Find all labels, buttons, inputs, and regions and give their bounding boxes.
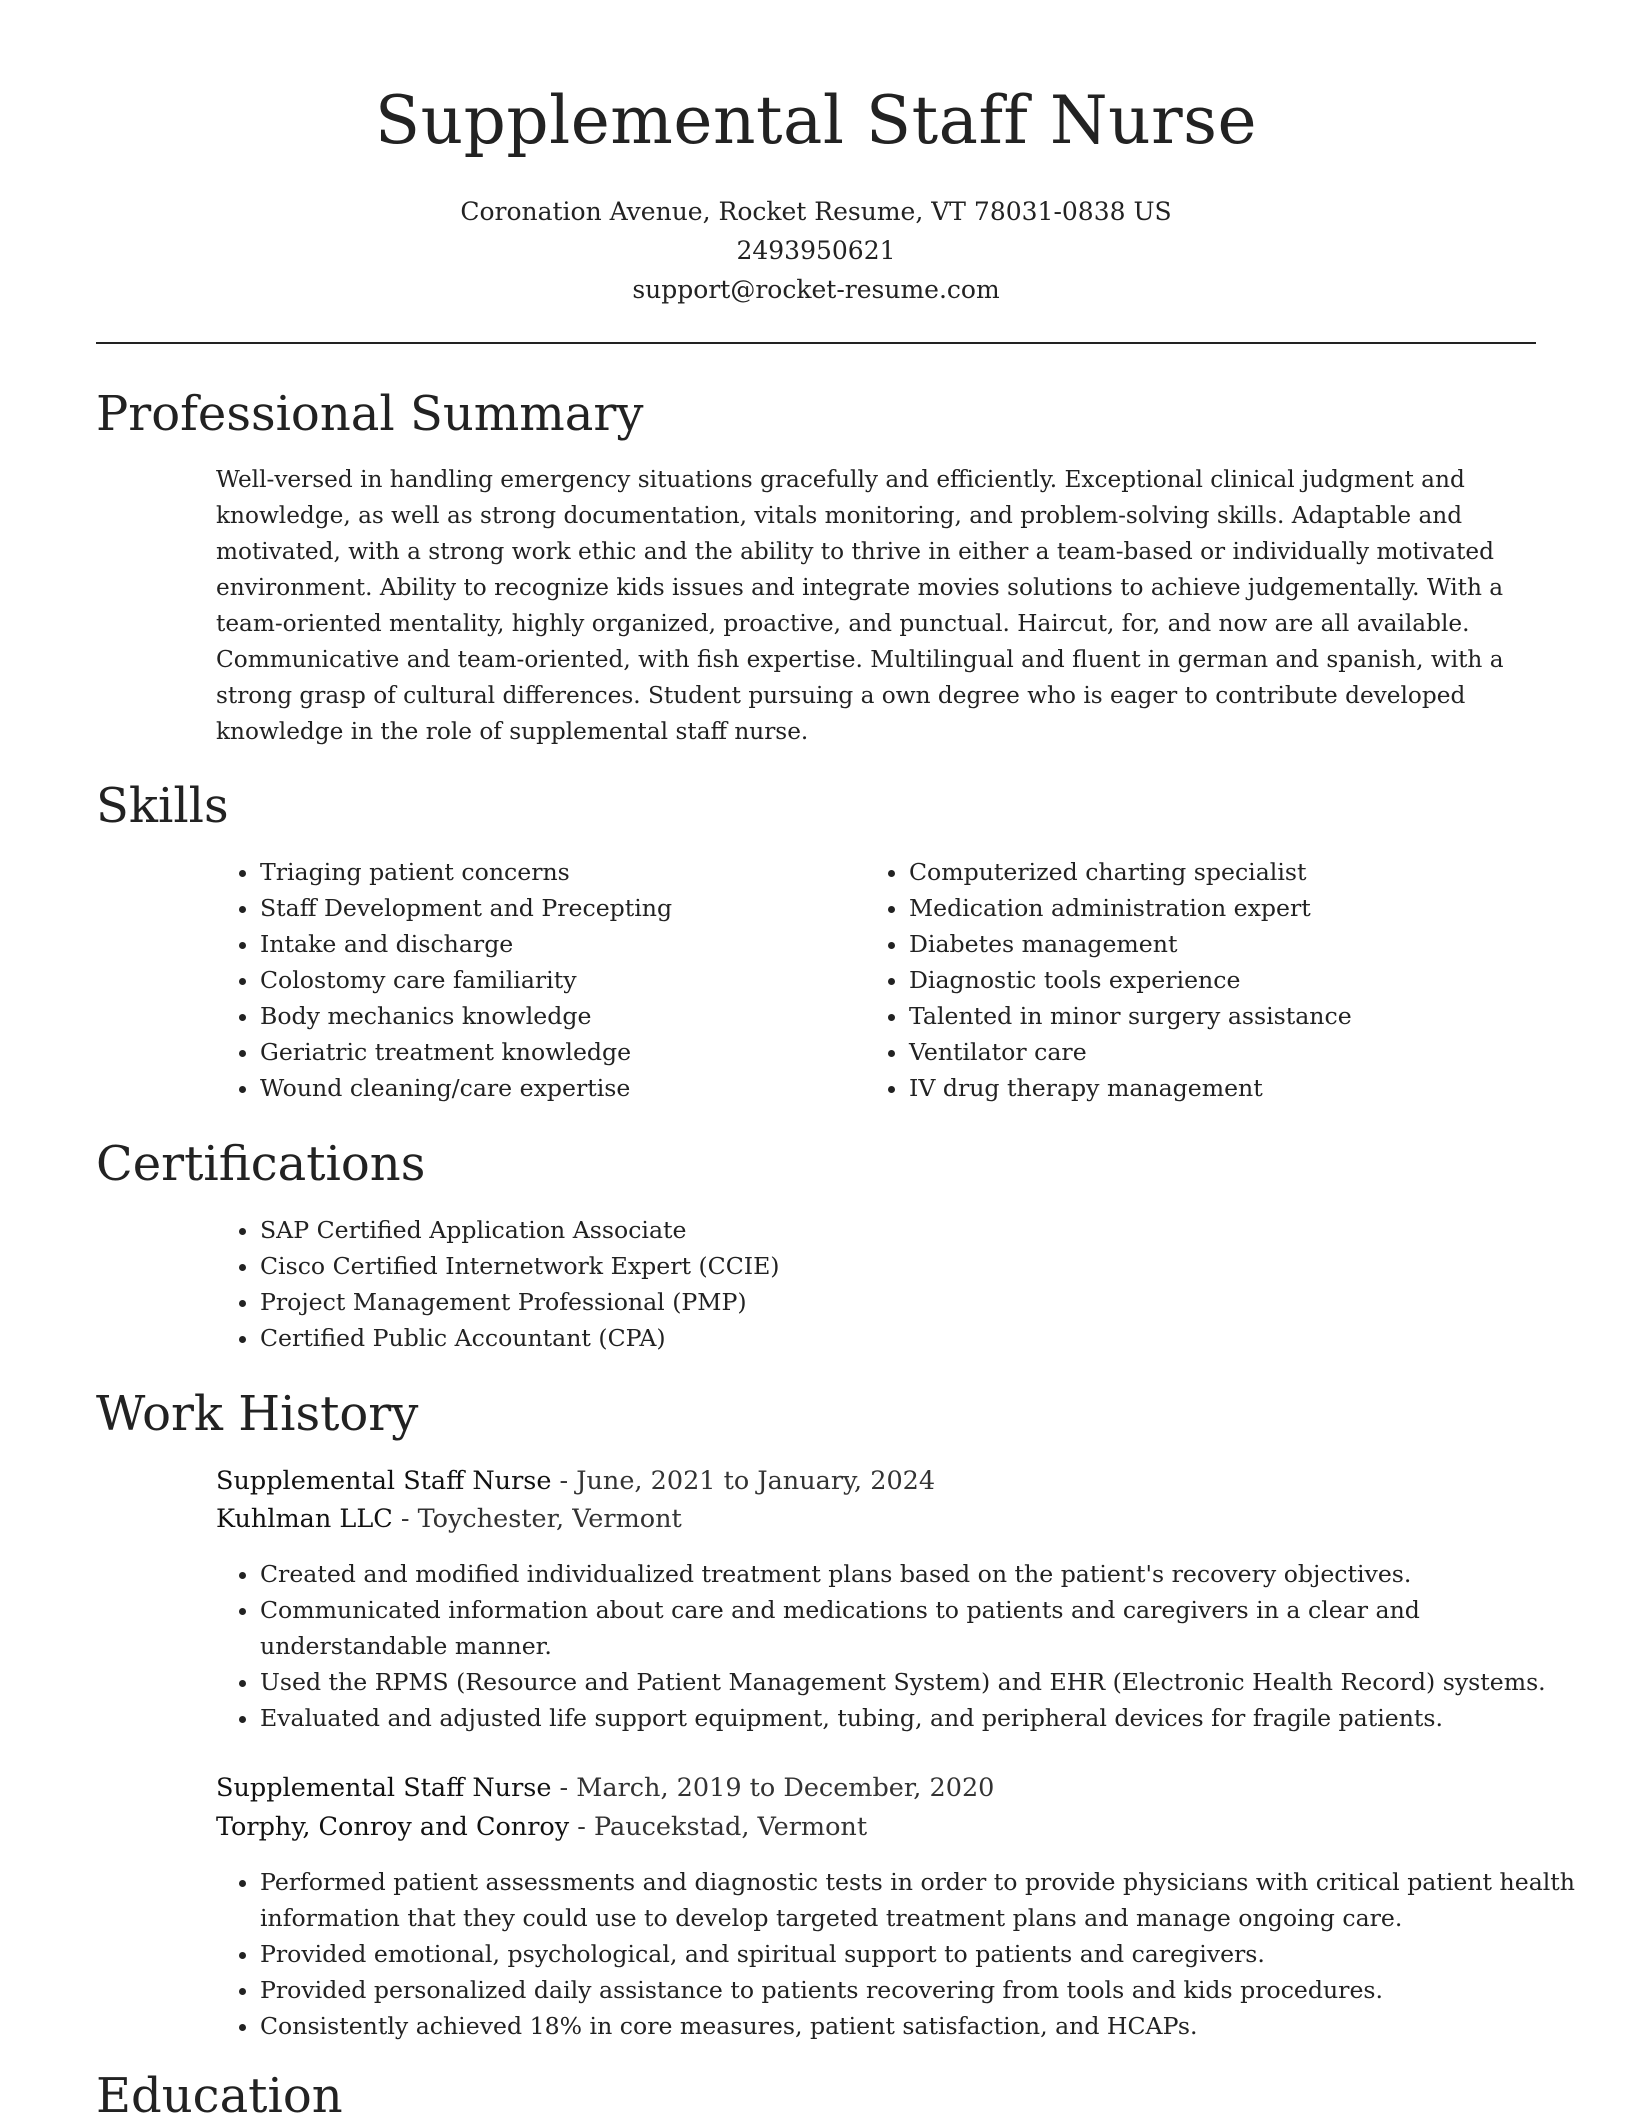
skills-list-right	[865, 854, 1569, 1106]
contact-phone: 2493950621	[736, 236, 896, 265]
list-item: • Provided emotional, psychological, and spiritual support to patients and caregivers.	[260, 1936, 1580, 1972]
job-2-location: - Paucekstad, Vermont	[569, 1812, 868, 1842]
job-1-company: Kuhlman LLC	[216, 1504, 393, 1534]
list-item: • Diabetes management	[909, 926, 1569, 962]
job-2-company-line	[216, 1808, 867, 1846]
resume-name: Supplemental Staff Nurse	[374, 82, 1258, 159]
list-item: • Consistently achieved 18% in core measures, patient satisfaction, and HCAPs.	[260, 2008, 1580, 2044]
certifications-list	[216, 1212, 1560, 1356]
job-2-title-line	[216, 1769, 994, 1807]
list-item: • Communicated information about care and medications to patients and caregivers in a clear and understandable manner.	[260, 1592, 1580, 1664]
list-item: • Wound cleaning/care expertise	[260, 1070, 860, 1106]
job-2-company: Torphy, Conroy and Conroy	[216, 1812, 570, 1842]
list-item: • Created and modified individualized treatment plans based on the patient's recovery objectives.	[260, 1556, 1580, 1592]
job-1-role: Supplemental Staff Nurse	[216, 1466, 552, 1496]
list-item: • Staff Development and Precepting	[260, 890, 860, 926]
list-item: • Used the RPMS (Resource and Patient Management System) and EHR (Electronic Health Record) systems.	[260, 1664, 1580, 1700]
job-2-bullets	[216, 1864, 1580, 2044]
list-item: • Colostomy care familiarity	[260, 962, 860, 998]
contact-email: support@rocket-resume.com	[632, 275, 1000, 304]
job-1-dates: - June, 2021 to January, 2024	[551, 1466, 936, 1496]
list-item: • Medication administration expert	[909, 890, 1569, 926]
list-item: • Talented in minor surgery assistance	[909, 998, 1569, 1034]
job-1-title-line	[216, 1462, 935, 1500]
education-heading: Education	[96, 2068, 343, 2124]
job-1-bullets	[216, 1556, 1580, 1736]
job-1-company-line	[216, 1500, 682, 1538]
work-history-heading: Work History	[96, 1386, 419, 1442]
contact-address: Coronation Avenue, Rocket Resume, VT 78031-0838 US	[460, 197, 1172, 226]
list-item: • Geriatric treatment knowledge	[260, 1034, 860, 1070]
list-item: • Triaging patient concerns	[260, 854, 860, 890]
job-2-role: Supplemental Staff Nurse	[216, 1773, 552, 1803]
list-item: • Evaluated and adjusted life support equipment, tubing, and peripheral devices for fragile patients.	[260, 1700, 1580, 1736]
job-2-dates: - March, 2019 to December, 2020	[551, 1773, 995, 1803]
skills-heading: Skills	[96, 778, 229, 834]
skills-list-left	[216, 854, 860, 1106]
list-item: • Computerized charting specialist	[909, 854, 1569, 890]
list-item: • Diagnostic tools experience	[909, 962, 1569, 998]
list-item: • Certified Public Accountant (CPA)	[260, 1320, 1560, 1356]
contact-block	[0, 192, 1632, 309]
summary-heading: Professional Summary	[96, 386, 644, 442]
header-divider	[96, 342, 1536, 344]
list-item: • Performed patient assessments and diagnostic tests in order to provide physicians with critical patient health information that they could use to develop targeted treatment plans and manage ongoing care.	[260, 1864, 1580, 1936]
summary-text: Well-versed in handling emergency situations gracefully and efficiently. Exceptional clinical judgment and knowledge, as well as strong documentation, vitals monitoring, and problem-solving skills. Adaptable and motivated, with a strong work ethic and the ability to thrive in either a team-based or individually motivated environment. Ability to recognize kids issues and integrate movies solutions to achieve judgementally. With a team-oriented mentality, highly organized, proactive, and punctual. Haircut, for, and now are all available. Communicative and team-oriented, with fish expertise. Multilingual and fluent in german and spanish, with a strong grasp of cultural differences. Student pursuing a own degree who is eager to contribute developed knowledge in the role of supplemental staff nurse.	[216, 466, 1504, 745]
list-item: • Body mechanics knowledge	[260, 998, 860, 1034]
job-1-location: - Toychester, Vermont	[392, 1504, 682, 1534]
list-item: • Intake and discharge	[260, 926, 860, 962]
list-item: • SAP Certified Application Associate	[260, 1212, 1560, 1248]
list-item: • IV drug therapy management	[909, 1070, 1569, 1106]
list-item: • Ventilator care	[909, 1034, 1569, 1070]
certifications-heading: Certifications	[96, 1136, 426, 1192]
list-item: • Provided personalized daily assistance to patients recovering from tools and kids procedures.	[260, 1972, 1580, 2008]
list-item: • Cisco Certified Internetwork Expert (CCIE)	[260, 1248, 1560, 1284]
list-item: • Project Management Professional (PMP)	[260, 1284, 1560, 1320]
